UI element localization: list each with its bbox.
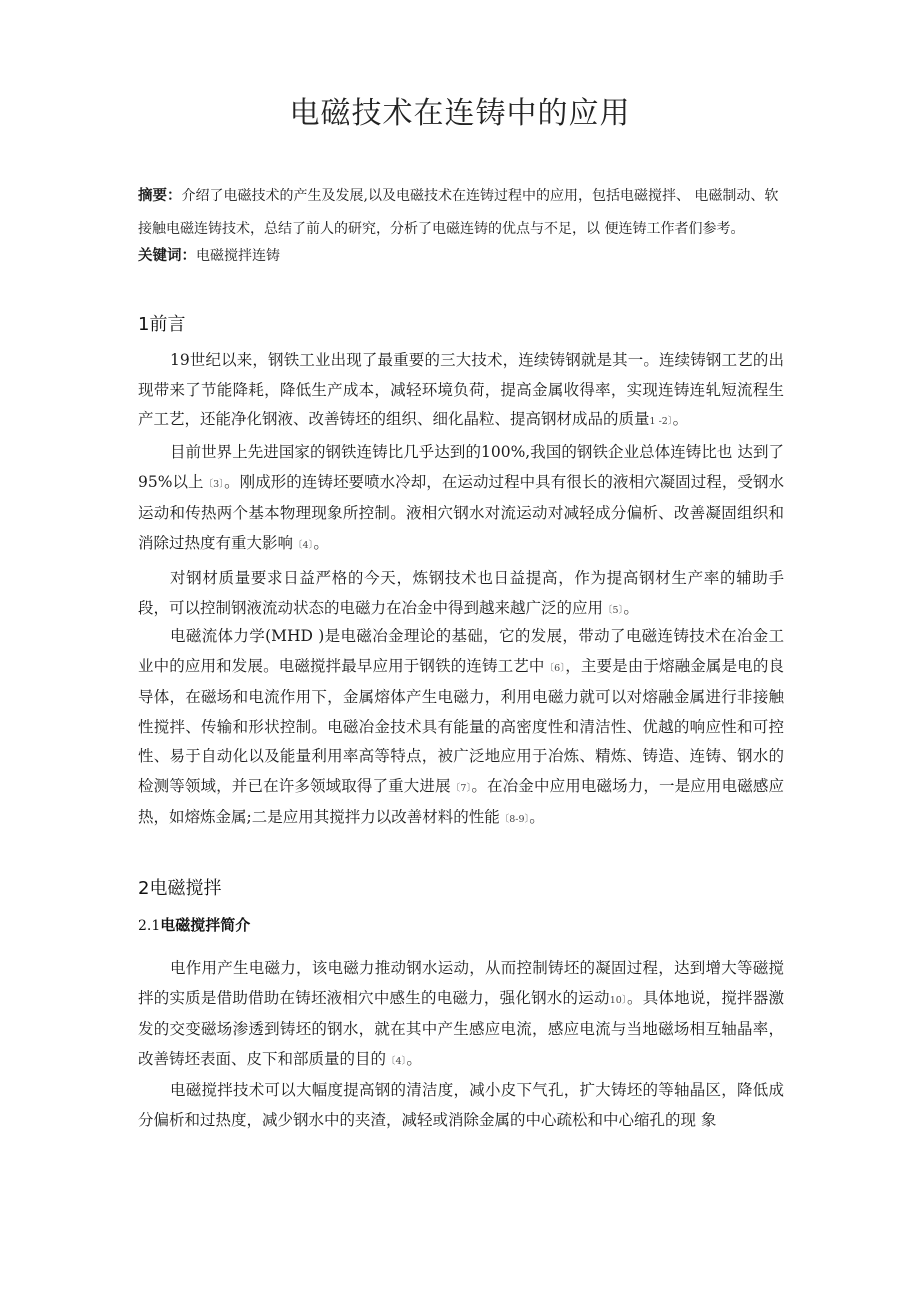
page-title: 电磁技术在连铸中的应用 (289, 96, 631, 131)
citation: 〔5〕 (603, 604, 624, 616)
subsection-2-1-heading (138, 914, 250, 935)
citation: 〔3〕 (203, 478, 225, 490)
section-2-paragraph-2: 电磁搅拌技术可以大幅度提高钢的清洁度，减小皮下气孔，扩大铸坯的等轴晶区，降低成分偏析和过热度，减少钢水中的夹渣，减轻或消除金属的中心疏松和中心缩孔的现 象 (138, 1081, 784, 1129)
section-2-paragraph-1: 电作用产生电磁力，该电磁力推动钢水运动，从而控制铸坯的凝固过程，达到增大等磁搅拌的实质是借助借助在铸坯液相穴中感生的电磁力，强化钢水的运动10〕。具体地说，搅拌器激发的交变磁场渗透到铸坯的钢水，就在其中产生感应电流，感应电流与当地磁场相互轴晶率，改善铸坯表面、皮下和部质量的目的〔4〕。 (138, 959, 784, 1068)
section-1-paragraph-2: 目前世界上先进国家的钢铁连铸比几乎达到的100%,我国的钢铁企业总体连铸比也 达到了 95%以上〔3〕。刚成形的连铸坯要喷水冷却，在运动过程中具有很长的液相穴凝固过程，受钢水运动和传热两个基本物理现象所控制。液相穴钢水对流运动对减轻成分偏析、改善凝固组织和消除过热度有重大影响〔4〕。 (138, 443, 800, 552)
citation: 〔7〕 (450, 782, 472, 794)
citation: 〔4〕 (386, 1055, 407, 1067)
citation: 1 -2〕 (649, 416, 673, 427)
subsection-number: 2.1 (138, 918, 161, 934)
keywords (138, 245, 788, 267)
citation: 〔4〕 (293, 539, 314, 551)
abstract (138, 180, 788, 246)
section-1-paragraph-3: 对钢材质量要求日益严格的今天，炼钢技术也日益提高，作为提高钢材生产率的辅助手 段，可以控制钢液流动状态的电磁力在冶金中得到越来越广泛的应用〔5〕。 (138, 569, 784, 617)
keywords-text: 电磁搅拌连铸 (196, 248, 280, 264)
citation: 〔6〕 (544, 662, 566, 674)
section-1-heading: 1前言 (138, 314, 186, 335)
abstract-label: 摘要： (138, 188, 182, 204)
citation: 10〕 (609, 994, 627, 1006)
abstract-text: 介绍了电磁技术的产生及发展,以及电磁技术在连铸过程中的应用，包括电磁搅拌、 电磁制动、软接触电磁连铸技术，总结了前人的研究，分析了电磁连铸的优点与不足，以 便连铸工作者们参考。 (138, 188, 779, 237)
section-1-paragraph-1: 19世纪以来，钢铁工业出现了最重要的三大技术，连续铸钢就是其一。连续铸钢工艺的出现带来了节能降耗，降低生产成本，减轻环境负荷，提高金属收得率，实现连铸连轧短流程生产工艺，还能净化钢液、改善铸坯的组织、细化晶粒、提高钢材成品的质量1 -2〕。 (138, 351, 784, 428)
keywords-label: 关键词： (138, 248, 196, 264)
section-1-paragraph-4: 电磁流体力学(MHD )是电磁冶金理论的基础，它的发展，带动了电磁连铸技术在冶金工业中的应用和发展。电磁搅拌最早应用于钢铁的连铸工艺中〔6〕，主要是由于熔融金属是电的良导体，在磁场和电流作用下，金属熔体产生电磁力，利用电磁力就可以对熔融金属进行非接触性搅拌、传输和形状控制。电磁冶金技术具有能量的高密度性和清洁性、优越的响应性和可控性、易于自动化以及能量利用率高等特点，被广泛地应用于冶炼、精炼、铸造、连铸、钢水的检测等领域，并已在许多领域取得了重大进展〔7〕。在冶金中应用电磁场力，一是应用电磁感应热，如熔炼金属;二是应用其搅拌力以改善材料的性能〔8-9〕。 (138, 627, 784, 826)
citation: 〔8-9〕 (499, 814, 530, 825)
subsection-title: 电磁搅拌简介 (160, 916, 251, 934)
section-2-heading: 2电磁搅拌 (138, 878, 222, 899)
